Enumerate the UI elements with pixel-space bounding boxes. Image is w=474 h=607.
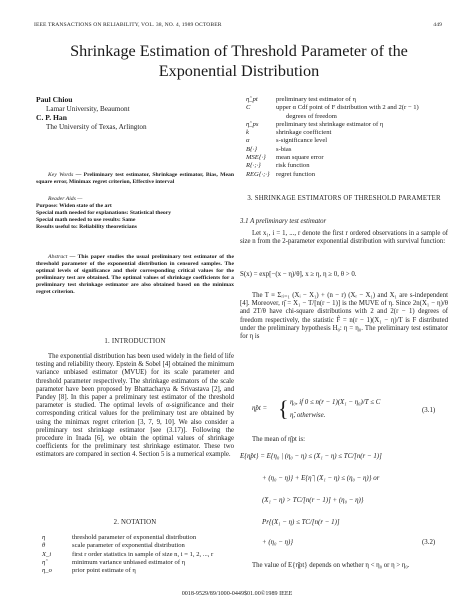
subsection-heading: 3.1 A preliminary test estimator [240, 218, 327, 225]
section-heading-notation: 2. NOTATION [113, 519, 157, 526]
notation-item [240, 162, 448, 170]
eq32-line-2: + (η₀ − η)} + E{η̂ | (X₁ − η) ≤ (η₀ − η)} or [262, 475, 380, 482]
eq31-lhs: η̂pt = [252, 405, 268, 412]
author-name: C. P. Han [36, 113, 67, 122]
author-block-1 [36, 96, 130, 113]
author-name: Paul Chiou [36, 95, 73, 104]
notation-symbol: R{·;·} [246, 162, 261, 170]
running-header [34, 22, 442, 28]
eq31-case-1: η₀, if 0 ≤ n(r − 1)(X₁ − η₀)/T ≤ C [290, 399, 381, 406]
paper-title: Shrinkage Estimation of Threshold Parameter of the Exponential Distribution [70, 42, 408, 80]
section-heading-shrinkage: 3. SHRINKAGE ESTIMATORS OF THRESHOLD PARAMETER [247, 195, 441, 202]
notation-description: risk function [276, 162, 310, 170]
reader-aids-line: Special math needed to use results: Same [36, 217, 136, 224]
notation-description: mean square error [276, 154, 324, 162]
journal-header: IEEE TRANSACTIONS ON RELIABILITY, VOL. 38, NO. 4, 1989 OCTOBER [34, 22, 222, 28]
notation-symbol: η_o [42, 567, 52, 575]
notation-item [36, 559, 234, 567]
notation-symbol: MSE{·} [246, 154, 266, 162]
notation-symbol [240, 113, 276, 121]
notation-symbol: η̂_pt [246, 96, 258, 103]
equation-survival: S(x) = exp[−(x − η)/θ], x ≥ η, η ≥ 0, θ > 0. [240, 271, 357, 278]
notation-description: shrinkage coefficient [276, 129, 332, 137]
reader-aids-line: Purpose: Widen state of the art [36, 203, 112, 210]
notation-item [240, 171, 448, 179]
notation-description: s-significance level [276, 137, 328, 145]
notation-description: upper α Cdf point of F distribution with 2 and 2(r − 1) [276, 104, 419, 112]
copyright-footer: 0018-9529/89/1000-0449$01.00©1989 IEEE [181, 591, 293, 597]
reader-aids [36, 196, 234, 231]
abstract [36, 254, 234, 296]
reader-aids-heading: Reader Aids — [48, 196, 83, 202]
notation-description: s-bias [276, 145, 292, 153]
notation-item [240, 154, 448, 162]
notation-description: threshold parameter of exponential distribution [72, 534, 197, 541]
notation-symbol: η [42, 534, 46, 541]
notation-symbol: η̂_ps [246, 120, 259, 128]
notation-symbol: k [246, 129, 249, 137]
keywords-lead: Key Words [48, 172, 74, 178]
equation-number-3-2: (3.2) [422, 539, 436, 546]
notation-item [36, 567, 234, 575]
abstract-text: — This paper studies the usual preliminary test estimator of the threshold parameter of the exponential distribution in censored samples. The optimal levels of significance and their corresponding critical values for the preliminary test are obtained. The optimal values of shrinkage coefficients for a preliminary test shrinkage estimator are also obtained based on the minimax regret criterion. [36, 254, 234, 295]
equation-number-3-1: (3.1) [422, 407, 436, 414]
notation-description: prior point estimate of η [72, 567, 136, 575]
eq32-line-1: E{η̂pt} = E{η₀ | (η₀ − η) ≤ (X₁ − η) ≤ TC/[n(r − 1)] [240, 453, 382, 460]
eq32-line-3: (X₁ − η) > TC/[n(r − 1)] + (η₀ − η)} [262, 497, 364, 504]
notation-item [240, 129, 448, 137]
notation-list-right [240, 96, 448, 179]
notation-item [240, 146, 448, 154]
author-affiliation: The University of Texas, Arlington [46, 122, 147, 131]
notation-description: minimum variance unbiased estimator of η [72, 558, 186, 566]
notation-item [36, 534, 234, 542]
notation-list-left [36, 534, 234, 575]
notation-description: scale parameter of exponential distribution [72, 542, 185, 550]
author-affiliation: Lamar University, Beaumont [46, 104, 130, 113]
author-block-2 [36, 114, 147, 131]
notation-item [240, 121, 448, 129]
notation-item [240, 113, 448, 121]
notation-item [240, 137, 448, 145]
keywords [36, 172, 234, 186]
reader-aids-line: Special math needed for explanations: Statistical theory [36, 210, 172, 217]
notation-item [36, 551, 234, 559]
notation-symbol: C [246, 104, 251, 112]
notation-description: regret function [276, 170, 315, 178]
notation-description: preliminary test shrinkage estimator of η [276, 120, 384, 128]
notation-description: first r order statistics in sample of size n, i = 1, 2, ..., r [72, 550, 214, 558]
notation-symbol: α [246, 137, 250, 145]
notation-description: preliminary test estimator of η [276, 96, 356, 103]
eq31-case-2: η̂, otherwise. [290, 412, 326, 419]
sec31-paragraph: Let x₁, i = 1, ..., r denote the first r ordered observations in a sample of size n from the 2-parameter exponential distribution with survival function: [240, 230, 448, 246]
keywords-text: — Preliminary test estimator, Shrinkage estimator, Bias, Mean square error, Minimax regret criterion, Effective interval [36, 172, 234, 185]
page-number: 449 [433, 22, 442, 28]
notation-item [36, 542, 234, 550]
eq32-line-5: + (η₀ − η)} [262, 539, 294, 546]
notation-item [240, 104, 448, 112]
abstract-lead: Abstract [48, 254, 68, 260]
notation-symbol: θ [42, 542, 46, 550]
notation-description: degrees of freedom [286, 112, 337, 120]
section-heading-intro: 1. INTRODUCTION [104, 338, 166, 345]
reader-aids-line: Results useful to: Reliability theoreticians [36, 224, 138, 231]
equation-3-1 [252, 398, 448, 424]
notation-symbol: B{·} [246, 145, 257, 153]
notation-symbol: η̂ [42, 558, 46, 566]
notation-symbol: REG{·;·} [246, 170, 270, 178]
last-line: The value of E{η̂pt} depends on whether η < η₀ or η > η₀. [252, 562, 410, 569]
intro-paragraph: The exponential distribution has been used widely in the field of life testing and reliability theory. Epstein & Sobel [4] obtained the minimum variance unbiased estimator (MVUE) for its scale parameter and threshold parameter respectively. The shrinkage estimators of the scale parameter have been proposed by Bhattacharya & Srivastava [2], and Pandey [8]. In this paper a preliminary test estimator of the threshold parameter is studied. The optimal levels of α-significance and their corresponding critical values for the preliminary test are obtained by using the minimax regret criterion [3, 7, 9, 10]. We also consider a preliminary test shrinkage estimator [see (3.17)]. Following the procedure in Inada [6], we obtain the optimal values of shrinkage coefficients for the preliminary test shrinkage estimator. These two estimators are compared in section 4. Section 5 is a numerical example. [36, 353, 234, 459]
paragraph-T: The T ≡ Σᵣᵢ₌₁ (Xᵢ − X₁) + (n − r) (Xᵣ − X₁) and X₁ are s-independent [4]. Moreover, η̂ = X₁ − T/[n(r − 1)] is the MUVE of η. Since 2n(X₁ − η)/θ and 2T/θ have chi-square distributions with 2 and 2(r − 1) degrees of freedom respectively, the statistic F̂ = n(r − 1)(X₁ − η)/T is F distributed under the preliminary hypothesis H₀: η = η₀. The preliminary test estimator for η is [240, 292, 448, 341]
notation-symbol: X_i [42, 550, 52, 558]
mean-text: The mean of η̂pt is: [252, 436, 306, 443]
eq31-brace: { [278, 396, 289, 421]
eq32-line-4: Pr{(X₁ − η) ≤ TC/[n(r − 1)] [262, 519, 340, 526]
notation-item [240, 96, 448, 104]
